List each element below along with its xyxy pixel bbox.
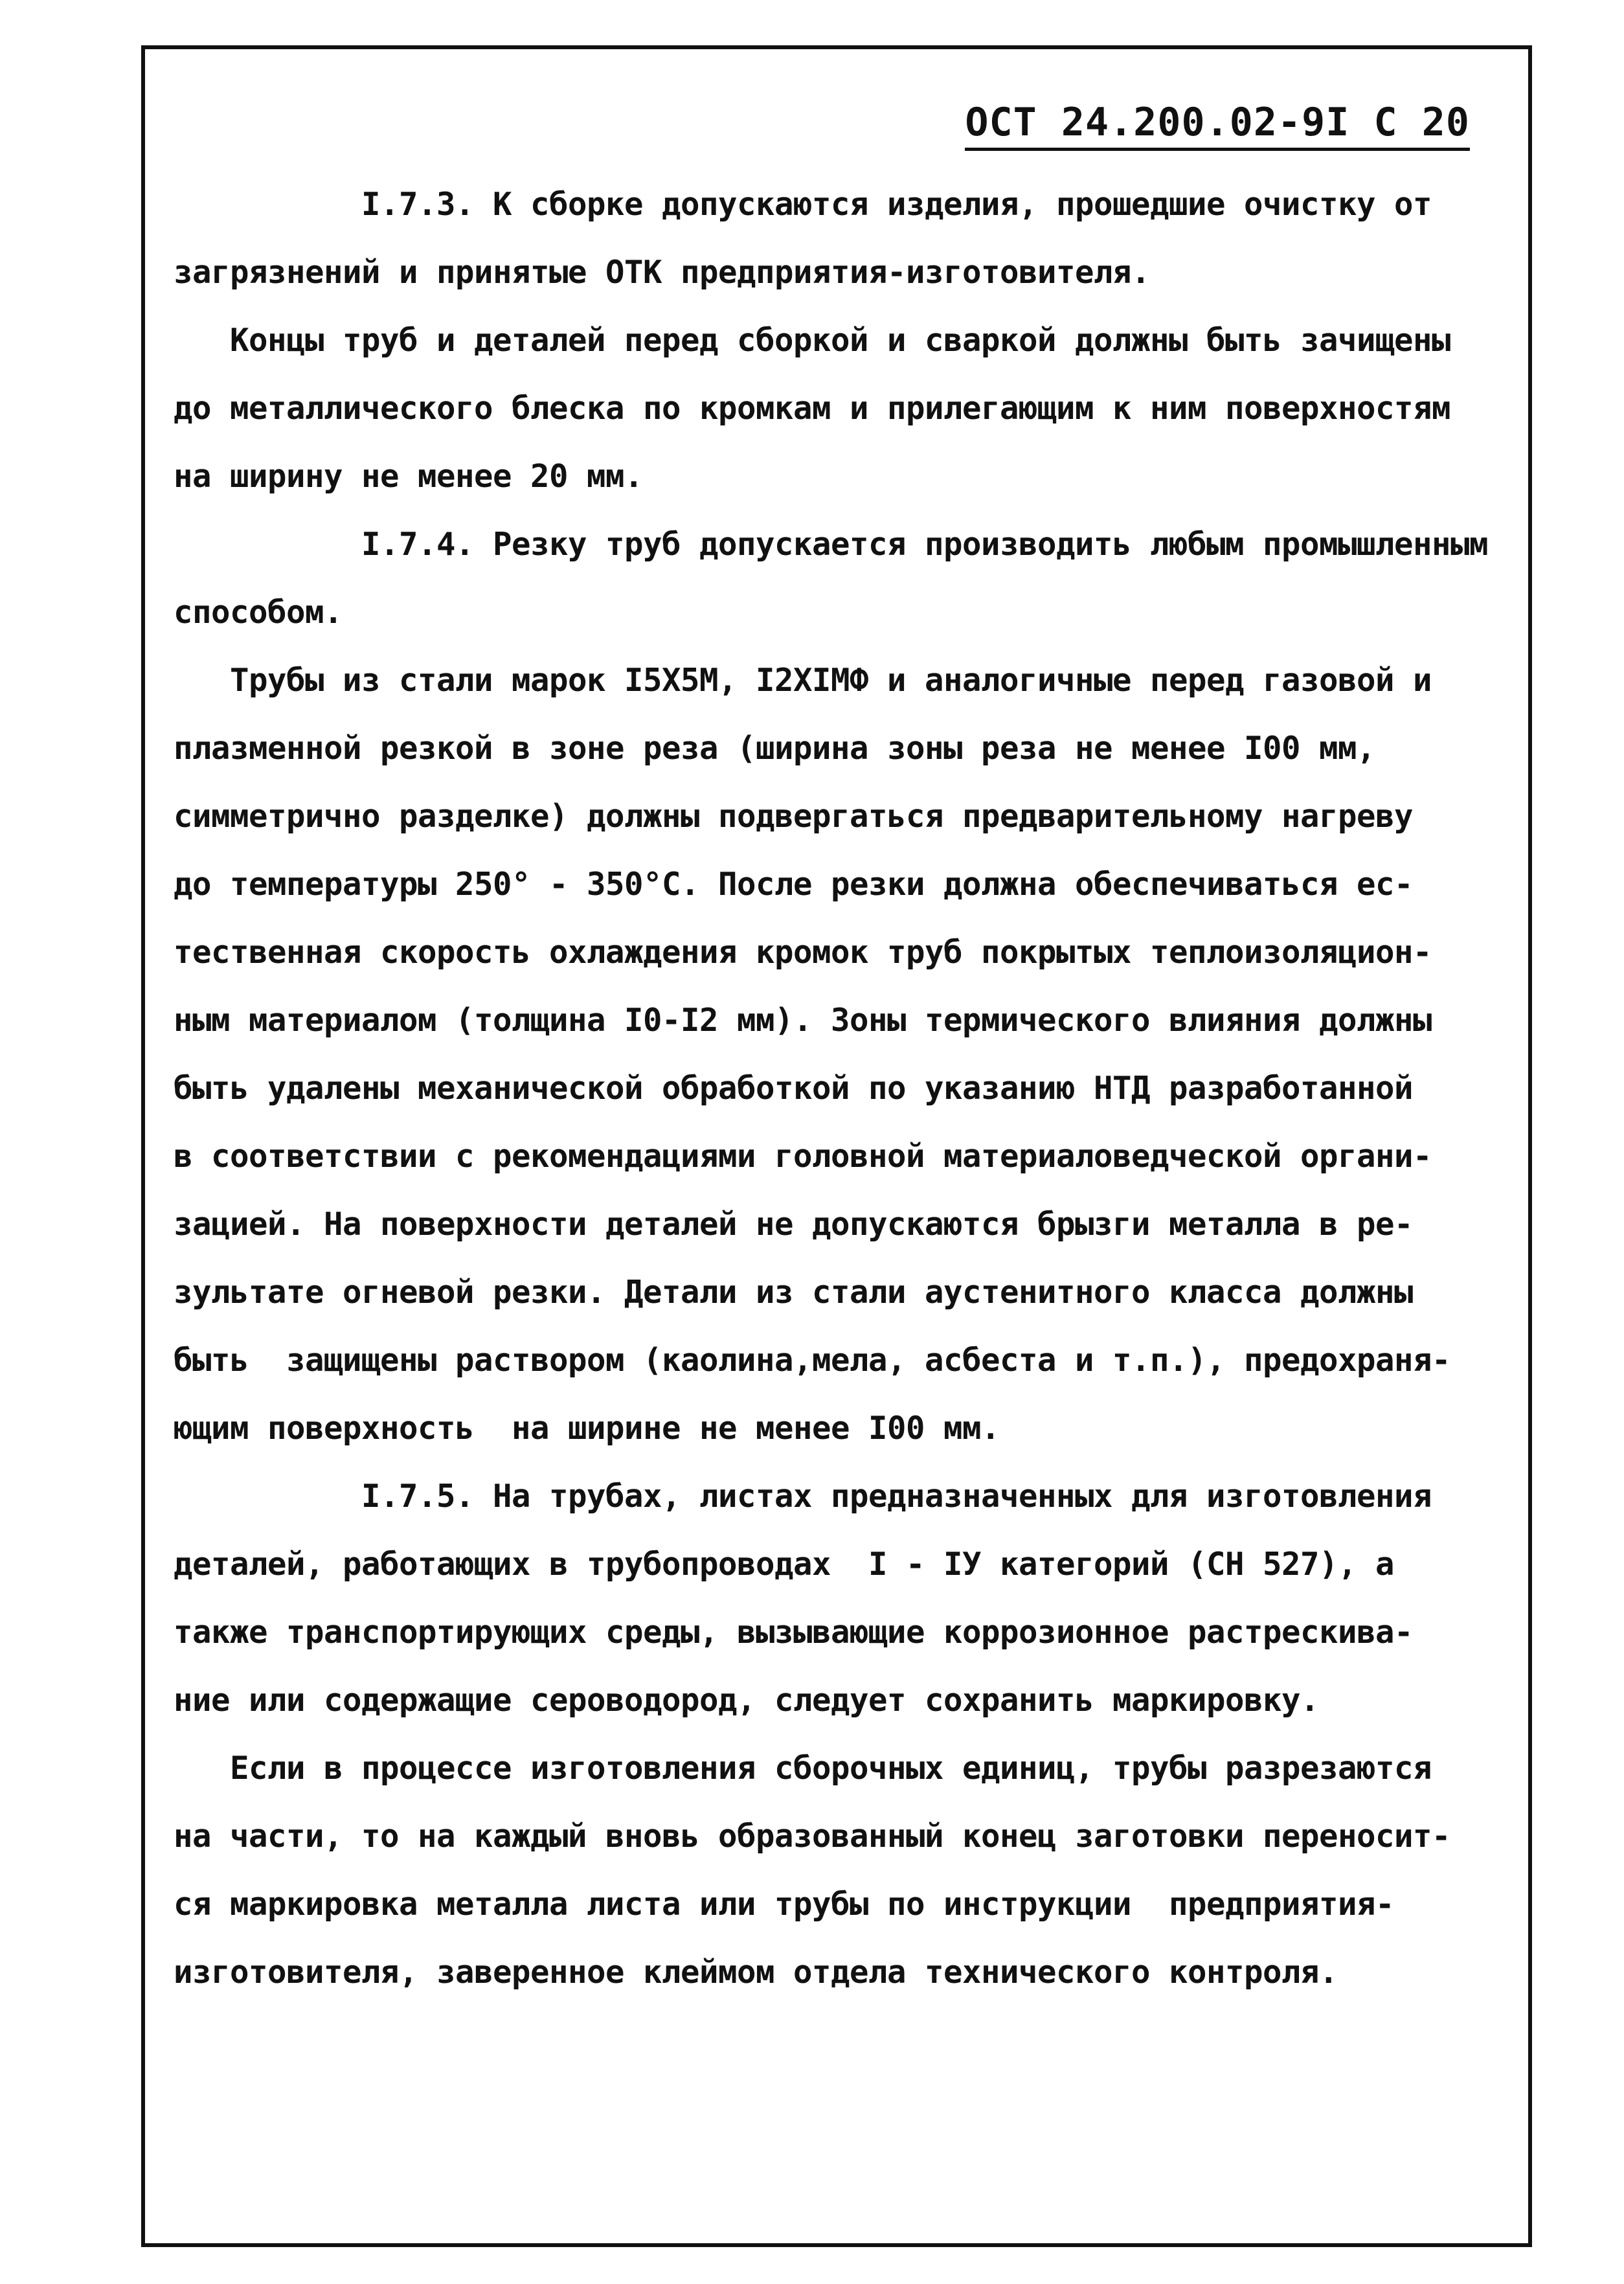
text-line: способом. (174, 594, 343, 631)
text-line: I.7.4. Резку труб допускается производить любым промышленным (174, 526, 1489, 563)
text-line: быть защищены раствором (каолина,мела, асбеста и т.п.), предохраня- (174, 1342, 1451, 1379)
text-line: на части, то на каждый вновь образованный конец заготовки переносит- (174, 1818, 1451, 1855)
text-line: на ширину не менее 20 мм. (174, 458, 644, 495)
text-line: симметрично разделке) должны подвергаться предварительному нагреву (174, 798, 1414, 835)
document-header: ОСТ 24.200.02-9I С 20 (965, 101, 1470, 151)
text-line: Если в процессе изготовления сборочных единиц, трубы разрезаются (174, 1750, 1432, 1787)
page-frame (141, 45, 1532, 2247)
text-line: зультате огневой резки. Детали из стали аустенитного класса должны (174, 1274, 1414, 1311)
text-line: I.7.5. На трубах, листах предназначенных для изготовления (174, 1478, 1432, 1515)
text-line: Концы труб и деталей перед сборкой и сваркой должны быть зачищены (174, 322, 1451, 359)
text-line: плазменной резкой в зоне реза (ширина зоны реза не менее I00 мм, (174, 730, 1376, 767)
text-line: в соответствии с рекомендациями головной материаловедческой органи- (174, 1138, 1432, 1175)
text-line: изготовителя, заверенное клеймом отдела технического контроля. (174, 1954, 1338, 1991)
text-line: ным материалом (толщина I0-I2 мм). Зоны термического влияния должны (174, 1002, 1432, 1039)
text-line: деталей, работающих в трубопроводах I - IУ категорий (СН 527), а (174, 1546, 1395, 1583)
text-line: ние или содержащие сероводород, следует сохранить маркировку. (174, 1682, 1320, 1719)
text-line: быть удалены механической обработкой по указанию НТД разработанной (174, 1070, 1414, 1107)
text-line: загрязнений и принятые ОТК предприятия-изготовителя. (174, 254, 1151, 291)
text-line: тественная скорость охлаждения кромок труб покрытых теплоизоляцион- (174, 934, 1432, 971)
text-line: ся маркировка металла листа или трубы по инструкции предприятия- (174, 1886, 1395, 1923)
text-line: I.7.3. К сборке допускаются изделия, прошедшие очистку от (174, 186, 1432, 223)
text-line: Трубы из стали марок I5Х5М, I2ХIМФ и аналогичные перед газовой и (174, 662, 1432, 699)
text-line: также транспортирующих среды, вызывающие коррозионное растрескива- (174, 1614, 1414, 1651)
text-line: зацией. На поверхности деталей не допускаются брызги металла в ре- (174, 1206, 1414, 1243)
text-line: до температуры 250° - 350°С. После резки должна обеспечиваться ес- (174, 866, 1414, 903)
text-line: ющим поверхность на ширине не менее I00 мм. (174, 1410, 1000, 1447)
text-line: до металлического блеска по кромкам и прилегающим к ним поверхностям (174, 390, 1451, 427)
